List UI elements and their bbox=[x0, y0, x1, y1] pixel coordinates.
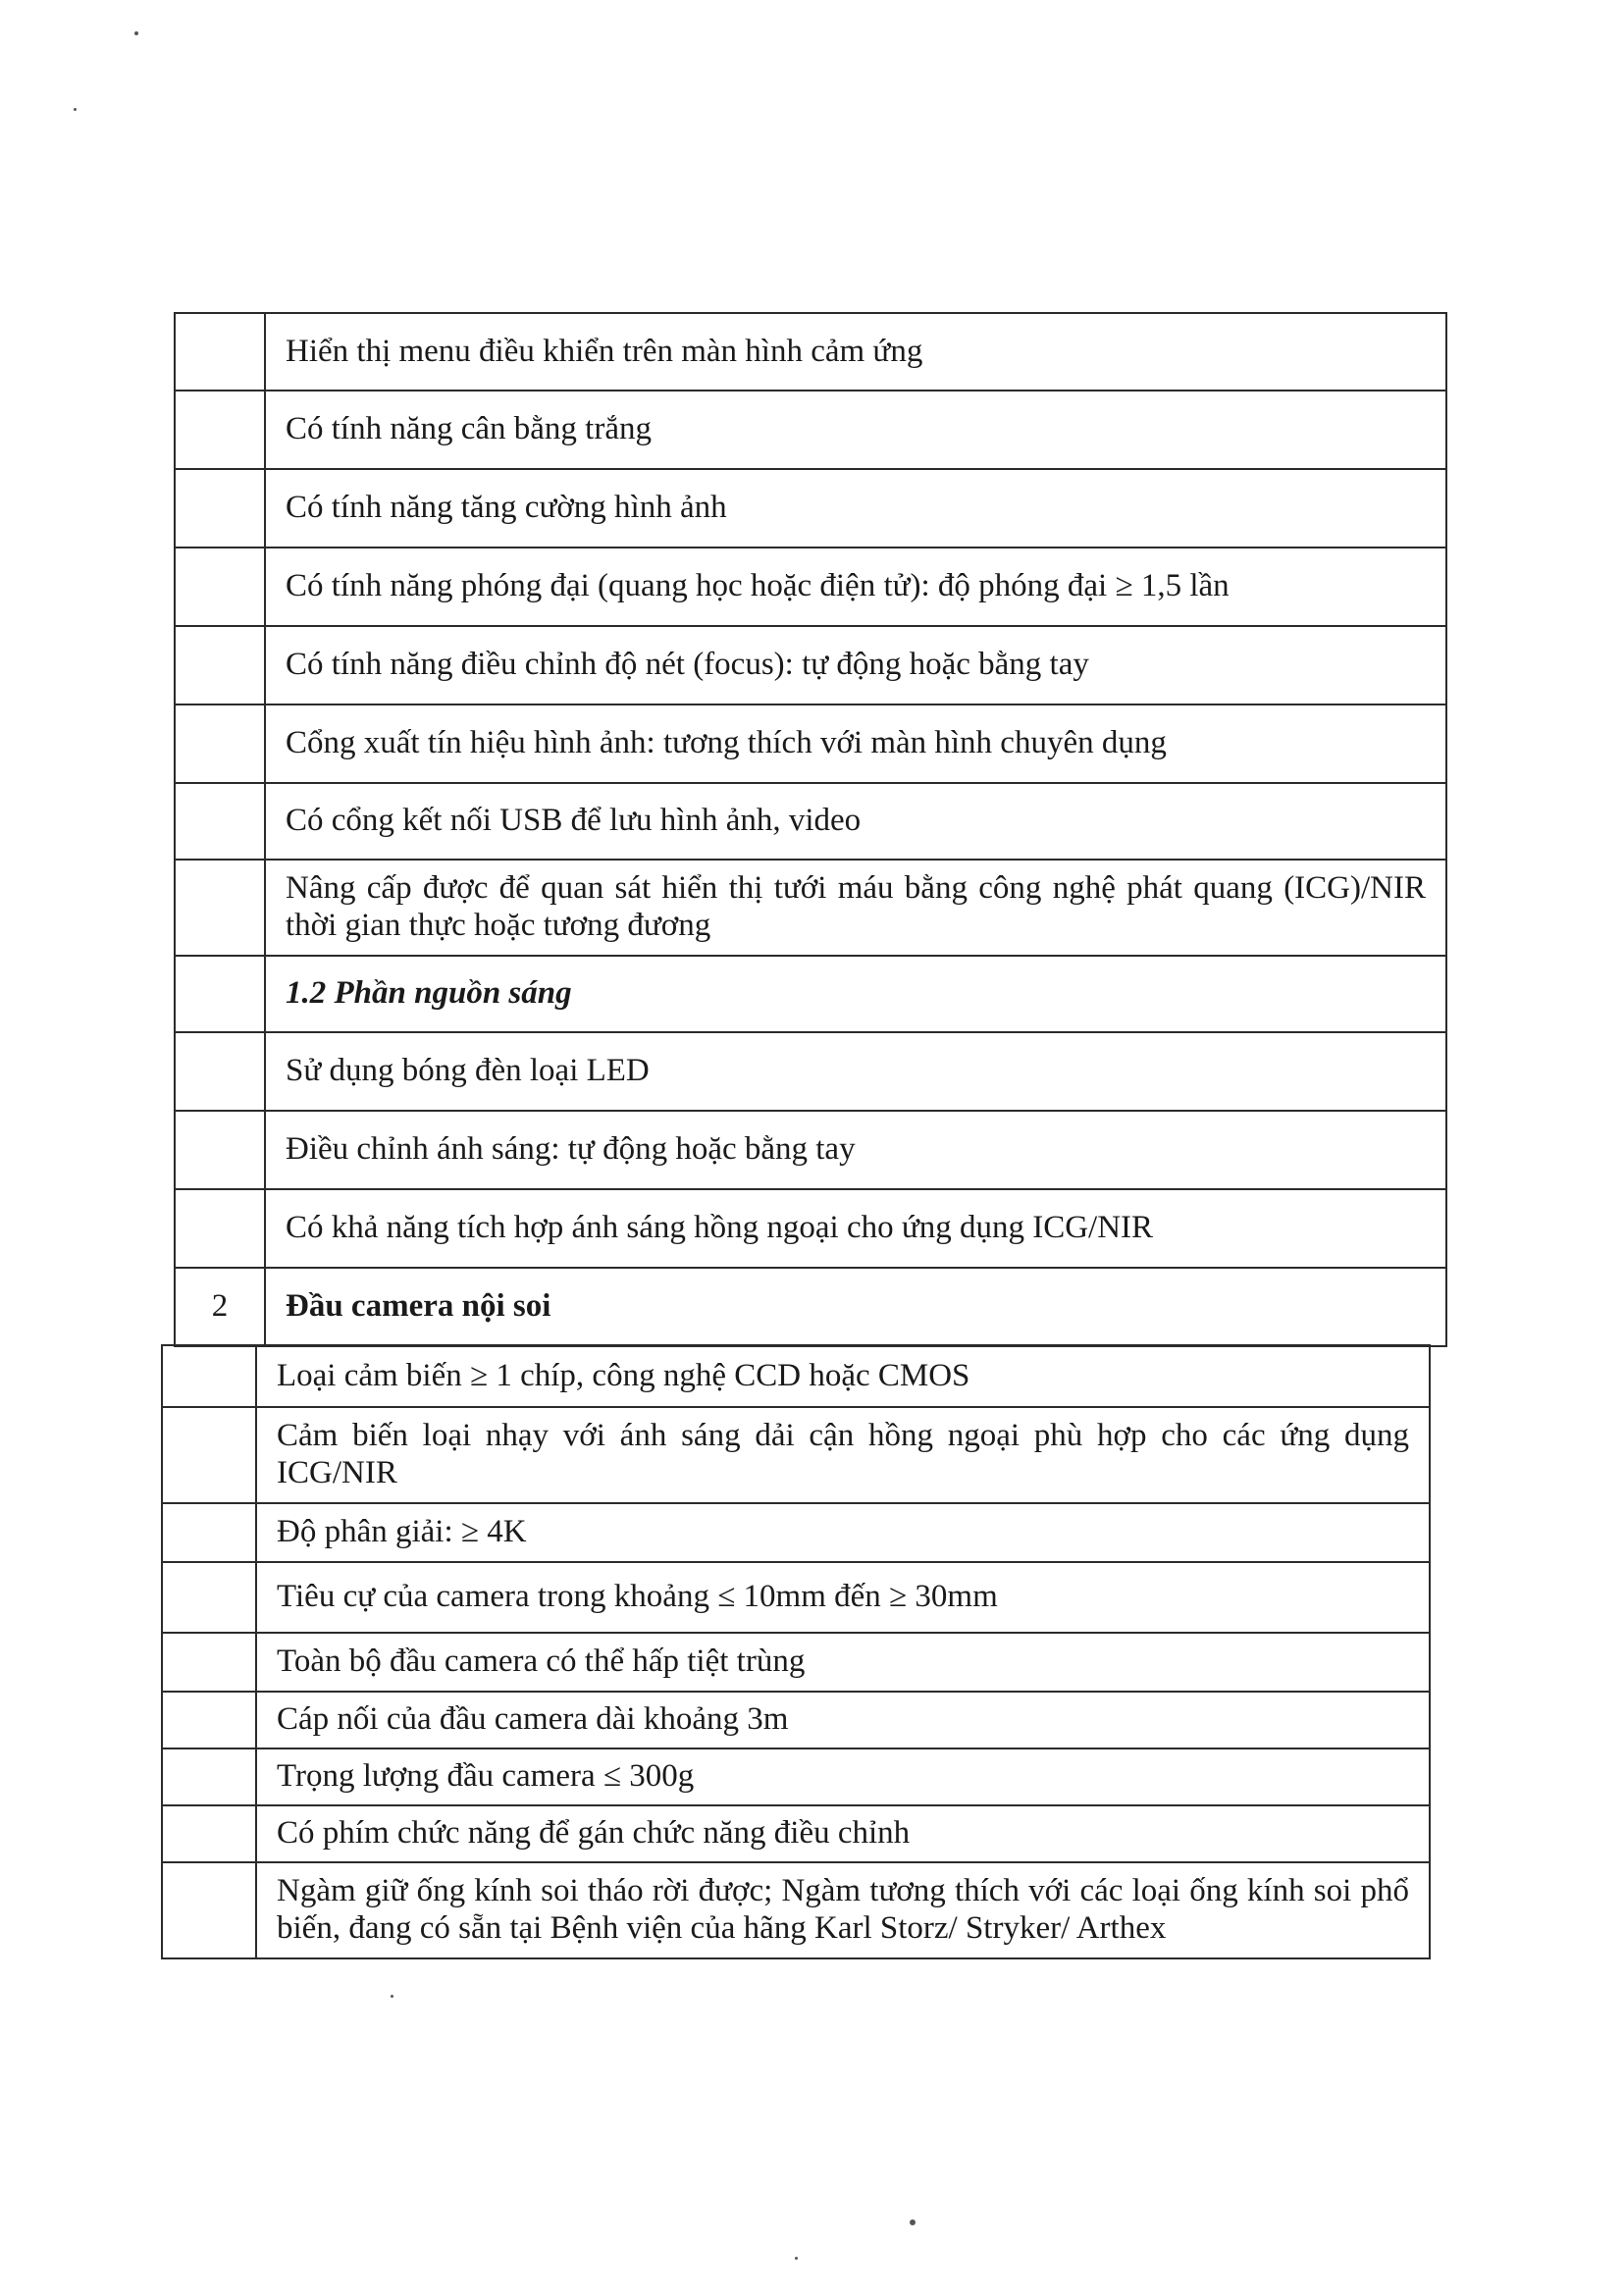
table-row bbox=[162, 1407, 1430, 1503]
row-number-cell bbox=[175, 860, 265, 956]
table-row bbox=[175, 1189, 1446, 1268]
scan-speck bbox=[910, 2219, 916, 2225]
row-number-cell bbox=[162, 1748, 256, 1805]
table-row bbox=[175, 1268, 1446, 1346]
row-description-cell: Có khả năng tích hợp ánh sáng hồng ngoại cho ứng dụng ICG/NIR bbox=[265, 1189, 1446, 1268]
row-number-cell bbox=[162, 1503, 256, 1562]
row-number-cell bbox=[175, 956, 265, 1032]
row-description-cell: Toàn bộ đầu camera có thể hấp tiệt trùng bbox=[256, 1633, 1430, 1692]
row-number-cell bbox=[162, 1562, 256, 1633]
table-row bbox=[175, 704, 1446, 783]
row-number-cell bbox=[175, 469, 265, 548]
table-row bbox=[162, 1562, 1430, 1633]
row-number-cell: 2 bbox=[175, 1268, 265, 1346]
table-row bbox=[162, 1805, 1430, 1862]
scan-speck bbox=[134, 31, 138, 35]
row-description-cell: Điều chỉnh ánh sáng: tự động hoặc bằng tay bbox=[265, 1111, 1446, 1189]
row-description-cell: Có tính năng phóng đại (quang học hoặc điện tử): độ phóng đại ≥ 1,5 lần bbox=[265, 548, 1446, 626]
row-description-cell: 1.2 Phần nguồn sáng bbox=[265, 956, 1446, 1032]
table-row bbox=[162, 1503, 1430, 1562]
row-description-cell: Cổng xuất tín hiệu hình ảnh: tương thích với màn hình chuyên dụng bbox=[265, 704, 1446, 783]
scan-speck bbox=[74, 108, 77, 111]
row-number-cell bbox=[175, 1032, 265, 1111]
row-number-cell bbox=[175, 783, 265, 860]
table-row bbox=[175, 956, 1446, 1032]
row-number-cell bbox=[162, 1692, 256, 1748]
row-number-cell bbox=[175, 626, 265, 704]
table-row bbox=[162, 1862, 1430, 1958]
table-row bbox=[175, 548, 1446, 626]
row-description-cell: Có tính năng điều chỉnh độ nét (focus): tự động hoặc bằng tay bbox=[265, 626, 1446, 704]
row-description-cell: Cảm biến loại nhạy với ánh sáng dải cận hồng ngoại phù hợp cho các ứng dụng ICG/NIR bbox=[256, 1407, 1430, 1503]
row-number-cell bbox=[175, 548, 265, 626]
row-description-cell: Trọng lượng đầu camera ≤ 300g bbox=[256, 1748, 1430, 1805]
table-row bbox=[175, 783, 1446, 860]
table-row bbox=[162, 1345, 1430, 1407]
row-description-cell: Ngàm giữ ống kính soi tháo rời được; Ngàm tương thích với các loại ống kính soi phổ biến, đang có sẵn tại Bệnh viện của hãng Karl Storz/ Stryker/ Arthex bbox=[256, 1862, 1430, 1958]
row-description-cell: Loại cảm biến ≥ 1 chíp, công nghệ CCD hoặc CMOS bbox=[256, 1345, 1430, 1407]
row-number-cell bbox=[175, 391, 265, 469]
table-row bbox=[162, 1692, 1430, 1748]
row-description-cell: Độ phân giải: ≥ 4K bbox=[256, 1503, 1430, 1562]
table-row bbox=[175, 469, 1446, 548]
row-number-cell bbox=[175, 1111, 265, 1189]
table-row bbox=[175, 1111, 1446, 1189]
table-row bbox=[175, 1032, 1446, 1111]
row-description-cell: Có cổng kết nối USB để lưu hình ảnh, video bbox=[265, 783, 1446, 860]
row-number-cell bbox=[175, 704, 265, 783]
table-row bbox=[162, 1633, 1430, 1692]
scan-speck bbox=[391, 1995, 393, 1998]
row-number-cell bbox=[162, 1345, 256, 1407]
row-description-cell: Hiển thị menu điều khiển trên màn hình cảm ứng bbox=[265, 313, 1446, 391]
row-description-cell: Có phím chức năng để gán chức năng điều chỉnh bbox=[256, 1805, 1430, 1862]
table-row bbox=[175, 391, 1446, 469]
row-description-cell: Nâng cấp được để quan sát hiển thị tưới máu bằng công nghệ phát quang (ICG)/NIR thời gian thực hoặc tương đương bbox=[265, 860, 1446, 956]
spec-table-lower bbox=[161, 1344, 1431, 1959]
row-description-cell: Sử dụng bóng đèn loại LED bbox=[265, 1032, 1446, 1111]
table-row bbox=[175, 313, 1446, 391]
scan-speck bbox=[795, 2257, 798, 2260]
row-number-cell bbox=[175, 1189, 265, 1268]
row-description-cell: Có tính năng cân bằng trắng bbox=[265, 391, 1446, 469]
row-description-cell: Cáp nối của đầu camera dài khoảng 3m bbox=[256, 1692, 1430, 1748]
row-number-cell bbox=[162, 1805, 256, 1862]
row-number-cell bbox=[162, 1407, 256, 1503]
row-number-cell bbox=[162, 1862, 256, 1958]
row-number-cell bbox=[162, 1633, 256, 1692]
row-description-cell: Đầu camera nội soi bbox=[265, 1268, 1446, 1346]
spec-table-upper bbox=[174, 312, 1447, 1347]
row-number-cell bbox=[175, 313, 265, 391]
table-row bbox=[175, 860, 1446, 956]
row-description-cell: Có tính năng tăng cường hình ảnh bbox=[265, 469, 1446, 548]
table-row bbox=[175, 626, 1446, 704]
table-row bbox=[162, 1748, 1430, 1805]
row-description-cell: Tiêu cự của camera trong khoảng ≤ 10mm đến ≥ 30mm bbox=[256, 1562, 1430, 1633]
